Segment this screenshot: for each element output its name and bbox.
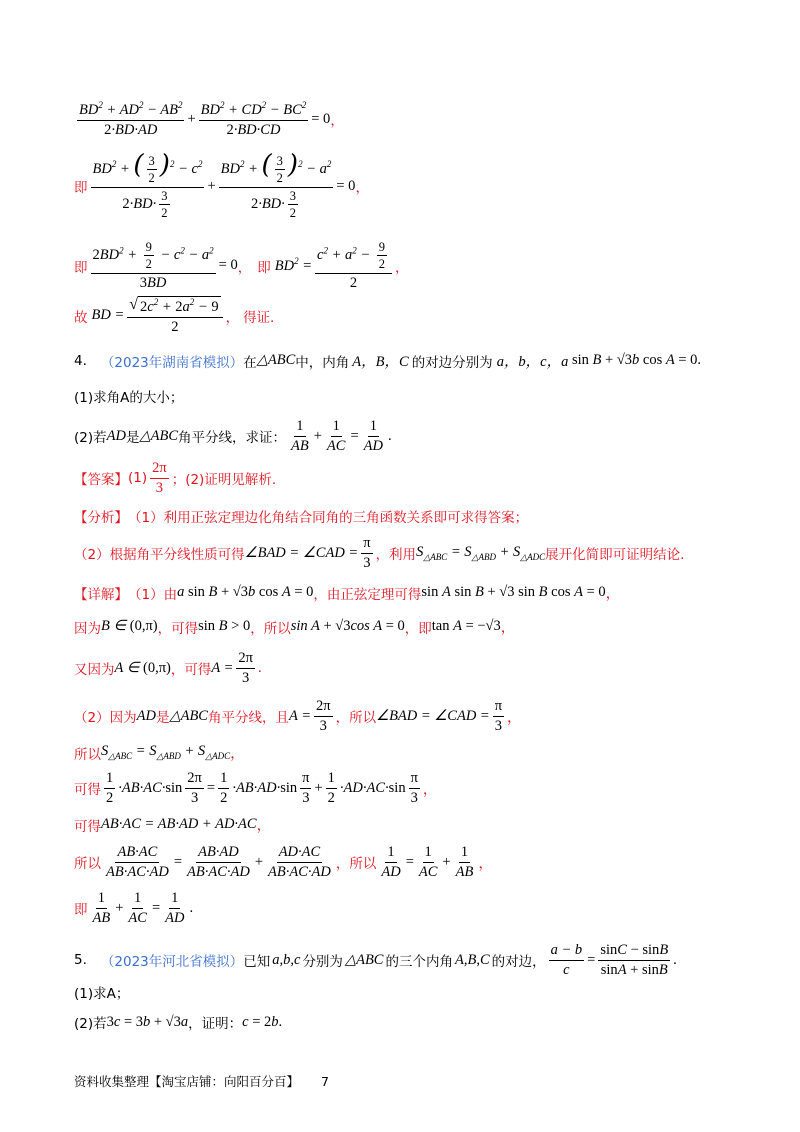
question-source: （2023年河北省模拟） bbox=[100, 954, 244, 971]
answer-label: 【答案】 bbox=[74, 472, 128, 489]
analysis-text: 展开化简即可证明结论. bbox=[545, 547, 685, 564]
detail-text: ，可得 bbox=[157, 620, 199, 637]
punct: ， bbox=[237, 259, 252, 276]
question-number: 5. bbox=[74, 952, 87, 969]
question-5-part2: (2)若 3c = 3b + √3a ，证明： c = 2b. bbox=[74, 1013, 283, 1032]
stem-text: 的对边， bbox=[491, 954, 546, 971]
punct: ， bbox=[330, 113, 344, 130]
detail-line-2: 因为 B ∈ (0,π) ，可得 sin B > 0 ，所以 sin A + √3cos A = 0 ，即 tan A = −√3 ， bbox=[74, 618, 516, 637]
stem-text: 的三个内角 bbox=[385, 954, 453, 971]
stem-text: (2)若 bbox=[74, 430, 107, 447]
detail-text: ，所以 bbox=[335, 710, 377, 727]
detail-text: 所以 bbox=[74, 746, 101, 763]
detail-line-3: 又因为 A ∈ (0,π) ，可得 A = $\frac{2\pi}{3}$ . bbox=[74, 650, 262, 686]
answer-text: (1) bbox=[128, 470, 148, 487]
analysis-line-1 bbox=[74, 506, 528, 526]
detail-line-6: 可得 $\frac{1}{2}$ ·AB·AC· sin $\frac{2\pi}{3}$ = $\frac{1}{2}$ ·AB·AD· sin $\frac{\pi}{3}$ + $\frac{1}{2}$ ·AD·AC· sin $\frac{\pi}{3}$ ， bbox=[74, 770, 438, 806]
punct: ， bbox=[225, 309, 240, 326]
page-number: 7 bbox=[321, 1074, 329, 1089]
detail-line-1: 【详解】 （1）由 a sin B + √3b cos A = 0 ，由正弦定理可得 sin A sin B + √3 sin B cos A = 0 ， bbox=[74, 584, 621, 603]
question-4-part2: (2)若 AD 是 △ABC 角平分线，求证： $\frac{1}{AB}$ + $\frac{1}{AC}$ = $\frac{1}{AD}$ . bbox=[74, 418, 392, 454]
label-ji: 即 bbox=[74, 180, 88, 197]
stem-text: ，证明： bbox=[188, 1016, 243, 1032]
label-gu: 故 bbox=[74, 309, 88, 326]
question-source: （2023年湖南省模拟） bbox=[100, 354, 244, 371]
equation-line-1: $\frac{BD^2 + AD^2 - AB^2}{2\cdot BD\cdot AD}$ + $\frac{BD^2 + CD^2 - BC^2}{2\cdot BD\cdot CD}$ = 0 ， bbox=[79, 100, 344, 138]
stem-text: 角平分线，求证： bbox=[178, 430, 287, 447]
question-4-stem: 4. （2023年湖南省模拟） 在 △ABC 中，内角 A，B，C 的对边分别为 a，b，c，a sin B + √3 b cos A = 0. bbox=[74, 352, 702, 371]
detail-text: （1）由 bbox=[128, 586, 178, 603]
detail-line-5: 所以 $S_{\triangle ABC} = S_{\triangle ABD} + S_{\triangle ADC}$ ， bbox=[74, 743, 245, 763]
detail-text: 是 bbox=[155, 710, 170, 727]
stem-text: 已知 bbox=[243, 954, 271, 971]
detail-text: 因为 bbox=[74, 620, 101, 637]
question-5-stem: 5. （2023年河北省模拟） 已知 a,b,c 分别为 △ABC 的三个内角 A,B,C 的对边， $\frac{a - b}{c}$ = $\frac{\sin C - \sin B}{\sin A + \sin B}$ . bbox=[74, 942, 677, 978]
detail-line-4: （2）因为 AD 是 △ABC 角平分线，且 A = $\frac{2\pi}{3}$ ，所以 ∠BAD = ∠CAD = $\frac{\pi}{3}$ ， bbox=[74, 698, 522, 734]
equation-line-4: 故 BD = √ $2c^2 + 2a^2 - 9$ 2 ， 得证. bbox=[74, 296, 275, 335]
question-4-part1: (1)求角A的大小； bbox=[74, 390, 184, 406]
equation-line-2: 即 $BD^2$ + ( $\frac{3}{2}$ )$^2 - c^2$ 2·BD· $\frac{3}{2}$ + $BD^2$ + ( $\frac{3}{2}$ )$^2 - a^2$ 2·BD· $\frac{3}{2}$ = 0 ， bbox=[74, 150, 369, 220]
punct: ， bbox=[355, 180, 369, 197]
detail-line-8: 所以 $\frac{AB\cdot AC}{AB\cdot AC\cdot AD}$ = $\frac{AB\cdot AD}{AB\cdot AC\cdot AD}$ + $\frac{AD\cdot AC}{AB\cdot AC\cdot AD}$ ，所以 $\frac{1}{AD}$ = $\frac{1}{AC}$ + $\frac{1}{AB}$ ， bbox=[74, 844, 493, 880]
question-number: 4. bbox=[74, 352, 87, 369]
analysis-text: （2）根据角平分线性质可得 bbox=[74, 547, 245, 564]
stem-text: 是 bbox=[125, 430, 140, 447]
detail-text: ，可得 bbox=[170, 662, 212, 679]
detail-text: ，所以 bbox=[250, 620, 291, 637]
detail-text: ，由正弦定理可得 bbox=[313, 586, 422, 603]
answer-text: ；(2)证明见解析. bbox=[171, 472, 277, 489]
stem-text: (2)若 bbox=[74, 1016, 107, 1032]
page-footer bbox=[74, 1072, 329, 1090]
analysis-text: ，利用 bbox=[375, 547, 417, 564]
detail-text: 角平分线，且 bbox=[207, 710, 289, 727]
detail-text: 又因为 bbox=[74, 662, 115, 679]
label-ji: 即 bbox=[74, 259, 88, 276]
label-ji: 即 bbox=[257, 259, 271, 276]
detail-label: 【详解】 bbox=[74, 586, 128, 603]
conclusion: 得证. bbox=[243, 309, 275, 326]
answer-line: 【答案】 (1) $\frac{2\pi}{3}$ ；(2)证明见解析. bbox=[74, 460, 277, 496]
analysis-text: （1）利用正弦定理边化角结合同角的三角函数关系即可求得答案； bbox=[128, 510, 529, 526]
analysis-line-2: （2）根据角平分线性质可得 ∠BAD = ∠CAD = $\frac{\pi}{3}$ ，利用 $S_{\triangle ABC} = S_{\triangle ABD} + S_{\triangle ADC}$ 展开化简即可证明结论. bbox=[74, 535, 685, 571]
stem-text: 的对边分别为 bbox=[411, 354, 493, 371]
detail-text: 所以 bbox=[74, 856, 101, 873]
question-5-part1: (1)求A； bbox=[74, 986, 130, 1002]
detail-text: 即 bbox=[74, 902, 88, 919]
stem-text: 中，内角 bbox=[295, 354, 350, 371]
detail-text: ，所以 bbox=[335, 856, 377, 873]
analysis-label: 【分析】 bbox=[74, 510, 128, 526]
detail-text: 可得 bbox=[74, 818, 101, 835]
punct: ， bbox=[395, 259, 409, 276]
detail-line-7: 可得 AB·AC = AB·AD + AD·AC ， bbox=[74, 816, 272, 835]
detail-line-9: 即 $\frac{1}{AB}$ + $\frac{1}{AC}$ = $\frac{1}{AD}$ . bbox=[74, 890, 194, 926]
detail-text: （2）因为 bbox=[74, 710, 137, 727]
stem-text: 在 bbox=[243, 354, 257, 371]
equation-line-3: 即 $2BD^2$ + $\frac{9}{2}$ − $c^2 - a^2$ 3BD = 0 ， 即 $BD^2$ = $c^2 + a^2$ − $\frac{9}{2}$ 2 ， bbox=[74, 240, 409, 291]
detail-text: 可得 bbox=[74, 782, 101, 799]
footer-text: 资料收集整理【淘宝店铺：向阳百分百】 bbox=[74, 1074, 300, 1089]
detail-text: ，即 bbox=[404, 620, 432, 637]
stem-text: 分别为 bbox=[302, 954, 343, 971]
